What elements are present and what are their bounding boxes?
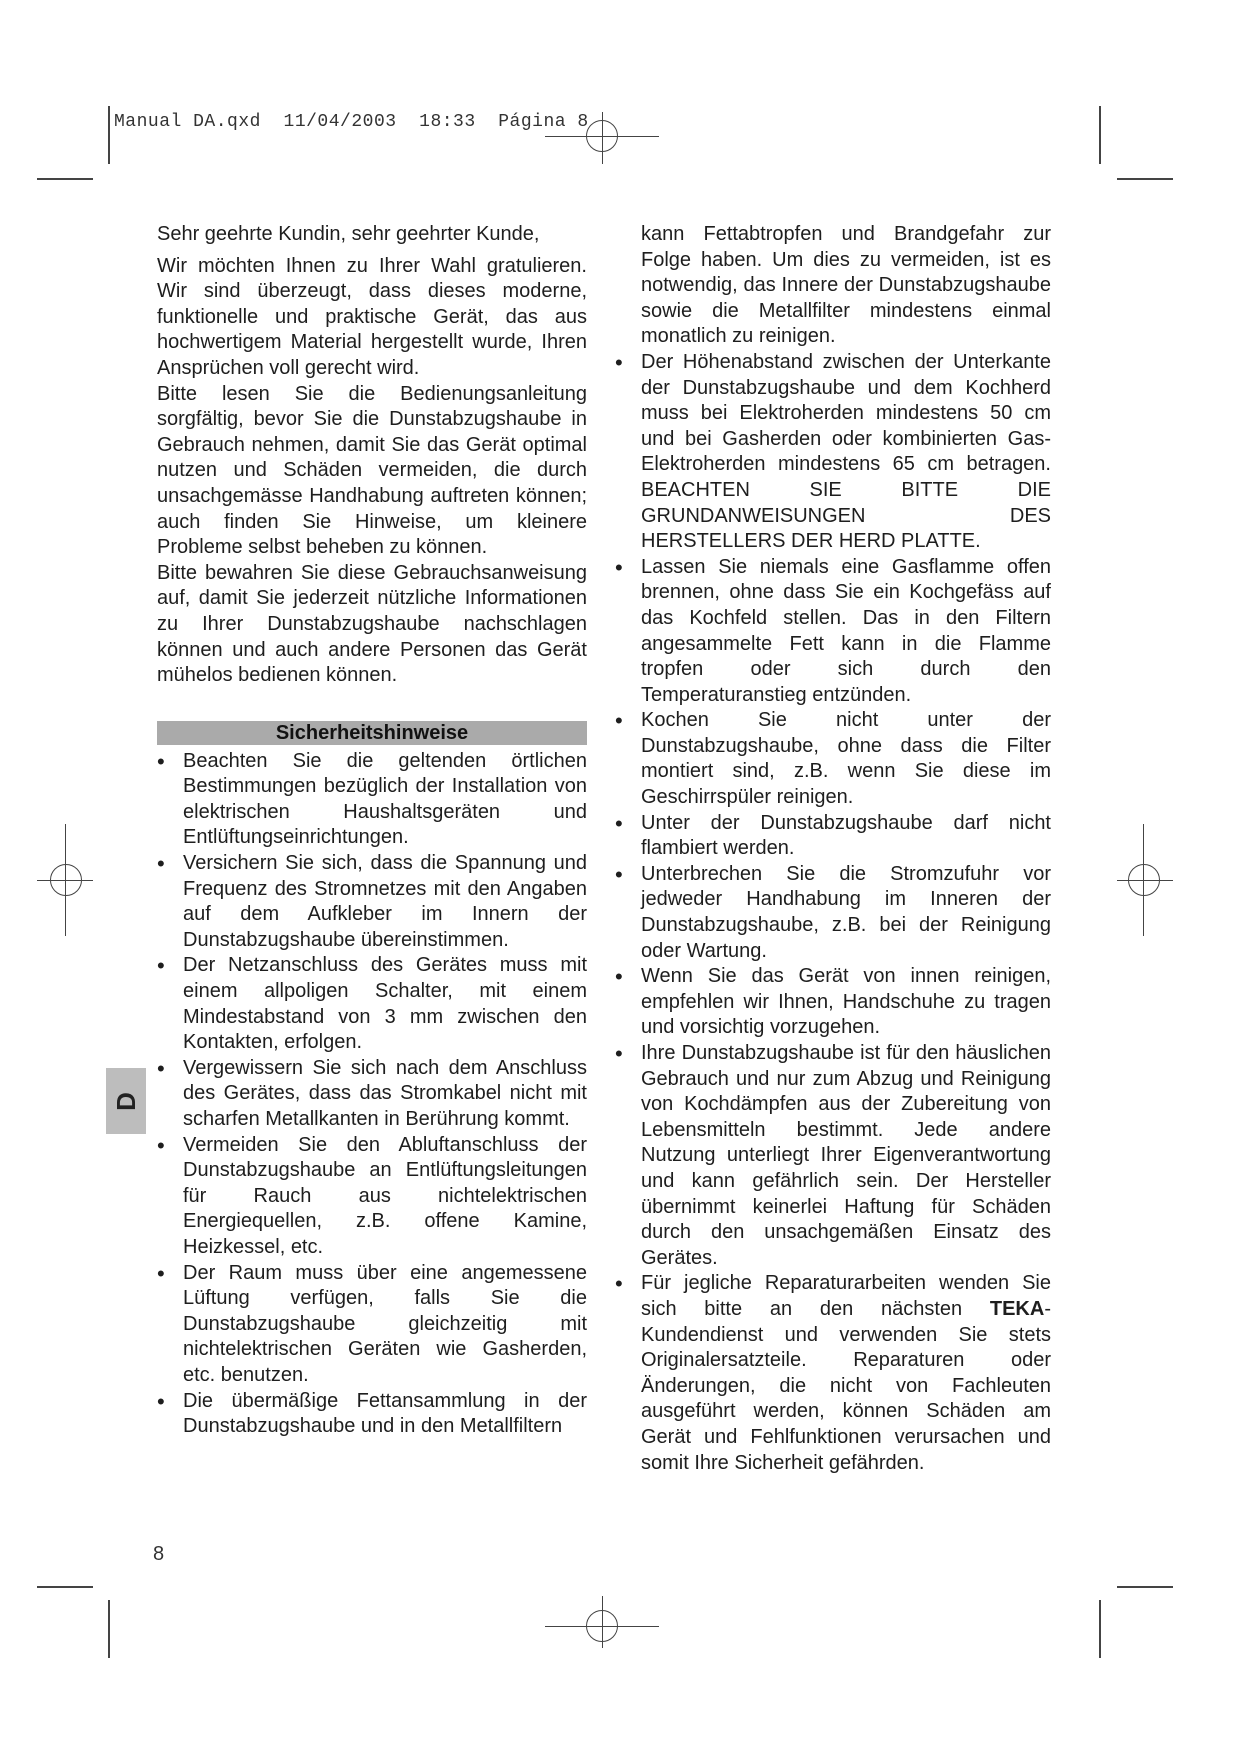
intro-paragraph: Wir möchten Ihnen zu Ihrer Wahl gratulieren. Wir sind überzeugt, dass dieses moderne, funktionelle und praktische Gerät, das aus hochwertigem Material hergestellt wurde, Ihren Ansprüchen voll gerecht wird. [157, 254, 587, 379]
repair-text-start: Für jegliche Reparaturarbeiten wenden Sie sich bitte an den nächsten [641, 1272, 1051, 1320]
registration-line [65, 824, 66, 936]
crop-mark [37, 1586, 93, 1588]
list-item: • Vermeiden Sie den Abluftanschluss der Dunstabzugshaube an Entlüftungsleitungen für Rauch aus nichtelektrischen Energiequellen, z.B. offene Kamine, Heizkessel, etc. [157, 1133, 587, 1261]
registration-line [1143, 824, 1144, 936]
brand-name: TEKA [989, 1297, 1045, 1320]
list-item: • Kochen Sie nicht unter der Dunstabzugshaube, ohne dass die Filter montiert sind, z.B. wenn Sie diese im Geschirrspüler reinigen. [615, 708, 1051, 810]
page-number: 8 [153, 1543, 165, 1565]
list-item: • Der Netzanschluss des Gerätes muss mit einem allpoligen Schalter, mit einem Mindestabstand von 3 mm zwischen den Kontakten, erfolgen. [157, 953, 587, 1055]
crop-mark [1117, 1586, 1173, 1588]
list-item: • Ihre Dunstabzugshaube ist für den häuslichen Gebrauch und nur zum Abzug und Reinigung von Kochdämpfen aus der Zubereitung von Lebensmitteln bestimmt. Jede andere Nutzung unterliegt Ihrer Eigenverantwortung und kann gefährlich sein. Der Hersteller übernimmt keinerlei Haftung für Schäden durch den unsachgemäßen Einsatz des Gerätes. [615, 1041, 1051, 1271]
list-item: • Unter der Dunstabzugshaube darf nicht flambiert werden. [615, 811, 1051, 862]
list-item: • Vergewissern Sie sich nach dem Anschluss des Gerätes, dass das Stromkabel nicht mit scharfen Metallkanten in Berührung kommt. [157, 1056, 587, 1133]
list-item: • Unterbrechen Sie die Stromzufuhr vor jedweder Handhabung im Inneren der Dunstabzugshaube, z.B. bei der Reinigung oder Wartung. [615, 862, 1051, 964]
crop-mark [1099, 1600, 1101, 1658]
list-item: • Wenn Sie das Gerät von innen reinigen, empfehlen wir Ihnen, Handschuhe zu tragen und vorsichtig vorzugehen. [615, 964, 1051, 1041]
crop-mark [108, 106, 110, 164]
intro-paragraph: Bitte lesen Sie die Bedienungsanleitung sorgfältig, bevor Sie die Dunstabzugshaube in Gebrauch nehmen, damit Sie das Gerät optimal nutzen und Schäden vermeiden, die durch unsachgemässe Handhabung auftreten können; auch finden Sie Hinweise, um kleinere Probleme selbst beheben zu können. [157, 382, 587, 559]
left-column [157, 222, 587, 1440]
list-item: • Die übermäßige Fettansammlung in der Dunstabzugshaube und in den Metallfiltern [157, 1389, 587, 1440]
registration-line [602, 112, 603, 164]
list-item: • Beachten Sie die geltenden örtlichen Bestimmungen bezüglich der Installation von elektrischen Haushaltsgeräten und Entlüftungseinrichtungen. [157, 749, 587, 851]
registration-line [1117, 880, 1173, 881]
list-item: • Der Raum muss über eine angemessene Lüftung verfügen, falls Sie die Dunstabzugshaube gleichzeitig mit nichtelektrischen Geräten wie Gasherden, etc. benutzen. [157, 1261, 587, 1389]
list-item: • Der Höhenabstand zwischen der Unterkante der Dunstabzugshaube und dem Kochherd muss bei Elektroherden mindestens 50 cm und bei Gasherden oder kombinierten Gas-Elektroherden mindestens 65 cm betragen. BEACHTEN SIE BITTE DIE GRUNDANWEISUNGEN DES HERSTELLERS DER HERD PLATTE. [615, 350, 1051, 555]
greeting: Sehr geehrte Kundin, sehr geehrter Kunde, [157, 223, 540, 245]
language-tab: D [106, 1068, 146, 1134]
print-slug: Manual DA.qxd 11/04/2003 18:33 Página 8 [114, 112, 589, 132]
list-item: • Versichern Sie sich, dass die Spannung und Frequenz des Stromnetzes mit den Angaben auf dem Aufkleber im Innern der Dunstabzugshaube übereinstimmen. [157, 851, 587, 953]
crop-mark [108, 1600, 110, 1658]
list-item: • Lassen Sie niemals eine Gasflamme offen brennen, ohne dass Sie ein Kochgefäss auf das Kochfeld stellen. Das in den Filtern angesammelte Fett kann in die Flamme tropfen oder sich durch den Temperaturanstieg entzünden. [615, 555, 1051, 709]
crop-mark [1117, 178, 1173, 180]
repair-text-end: -Kundendienst und verwenden Sie stets Originalersatzteile. Reparaturen oder Änderungen, die nicht von Fachleuten ausgeführt werden, können Schäden am Gerät und Fehlfunktionen verursachen und somit Ihre Sicherheit gefährden. [641, 1297, 1051, 1474]
registration-line [602, 1596, 603, 1648]
intro-paragraph: Bitte bewahren Sie diese Gebrauchsanweisung auf, damit Sie jederzeit nützliche Informationen zu Ihrer Dunstabzugshaube nachschlagen können und auch andere Personen das Gerät mühelos bedienen können. [157, 561, 587, 687]
right-column [615, 222, 1051, 1476]
safety-list-continued [615, 222, 1051, 1476]
crop-mark [1099, 106, 1101, 164]
list-item-continuation: kann Fettabtropfen und Brandgefahr zur Folge haben. Um dies zu vermeiden, ist es notwendig, das Innere der Dunstabzugshaube sowie die Metallfilter mindestens einmal monatlich zu reinigen. [641, 223, 1051, 348]
list-item [615, 1271, 1051, 1476]
section-heading-safety: Sicherheitshinweise [157, 721, 587, 745]
crop-mark [37, 178, 93, 180]
safety-list [157, 749, 587, 1440]
